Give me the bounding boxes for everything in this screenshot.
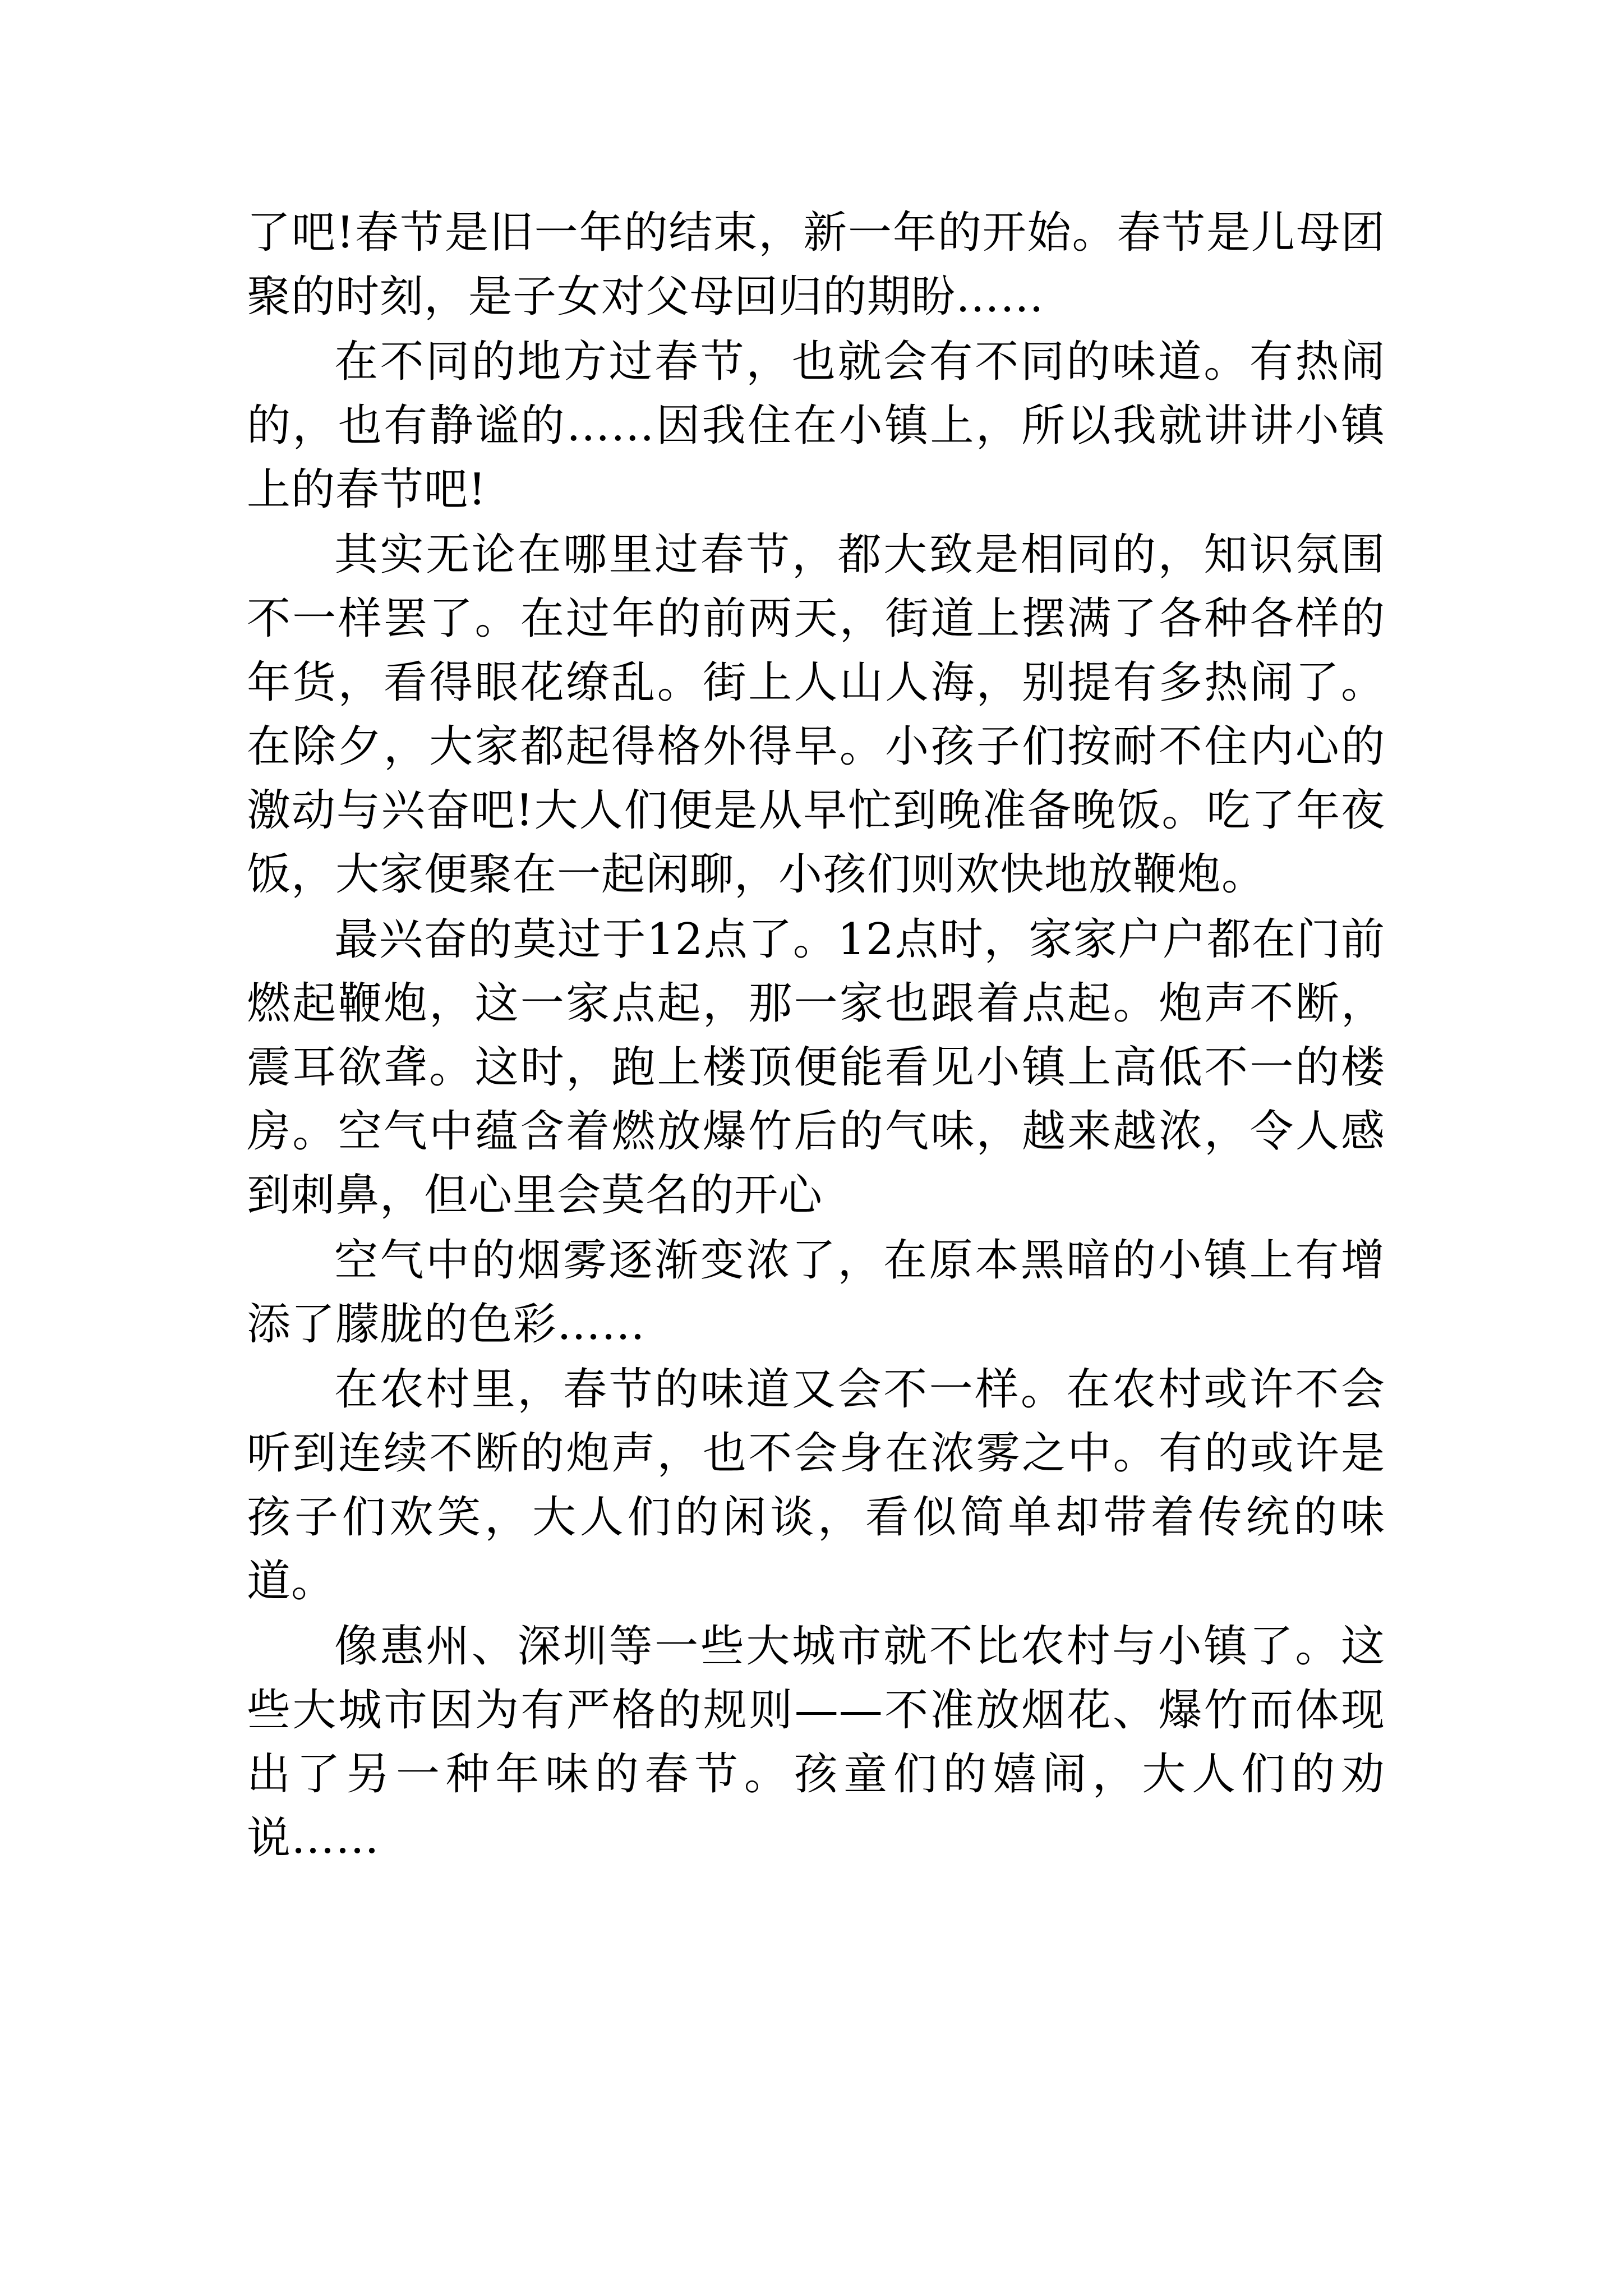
paragraph-6: 在农村里，春节的味道又会不一样。在农村或许不会听到连续不断的炮声，也不会身在浓雾之中。有的或许是孩子们欢笑，大人们的闲谈，看似简单却带着传统的味道。: [247, 1364, 1385, 1607]
paragraph-7: 像惠州、深圳等一些大城市就不比农村与小镇了。这些大城市因为有严格的规则——不准放烟花、爆竹而体现出了另一种年味的春节。孩童们的嬉闹，大人们的劝说……: [247, 1621, 1385, 1864]
paragraph-5: 空气中的烟雾逐渐变浓了，在原本黑暗的小镇上有增添了朦胧的色彩……: [247, 1235, 1385, 1350]
paragraph-1: 了吧!春节是旧一年的结束，新一年的开始。春节是儿母团聚的时刻，是子女对父母回归的期盼……: [247, 208, 1385, 322]
paragraph-2: 在不同的地方过春节，也就会有不同的味道。有热闹的，也有静谧的……因我住在小镇上，所以我就讲讲小镇上的春节吧!: [247, 337, 1385, 515]
paragraph-4: 最兴奋的莫过于12点了。12点时，家家户户都在门前燃起鞭炮，这一家点起，那一家也跟着点起。炮声不断，震耳欲聋。这时，跑上楼顶便能看见小镇上高低不一的楼房。空气中蕴含着燃放爆竹后的气味，越来越浓，令人感到刺鼻，但心里会莫名的开心: [247, 914, 1385, 1221]
paragraph-3: 其实无论在哪里过春节，都大致是相同的，知识氛围不一样罢了。在过年的前两天，街道上摆满了各种各样的年货，看得眼花缭乱。街上人山人海，别提有多热闹了。在除夕，大家都起得格外得早。小孩子们按耐不住内心的激动与兴奋吧!大人们便是从早忙到晚准备晚饭。吃了年夜饭，大家便聚在一起闲聊，小孩们则欢快地放鞭炮。: [247, 530, 1385, 900]
document-body: [247, 201, 1385, 1871]
